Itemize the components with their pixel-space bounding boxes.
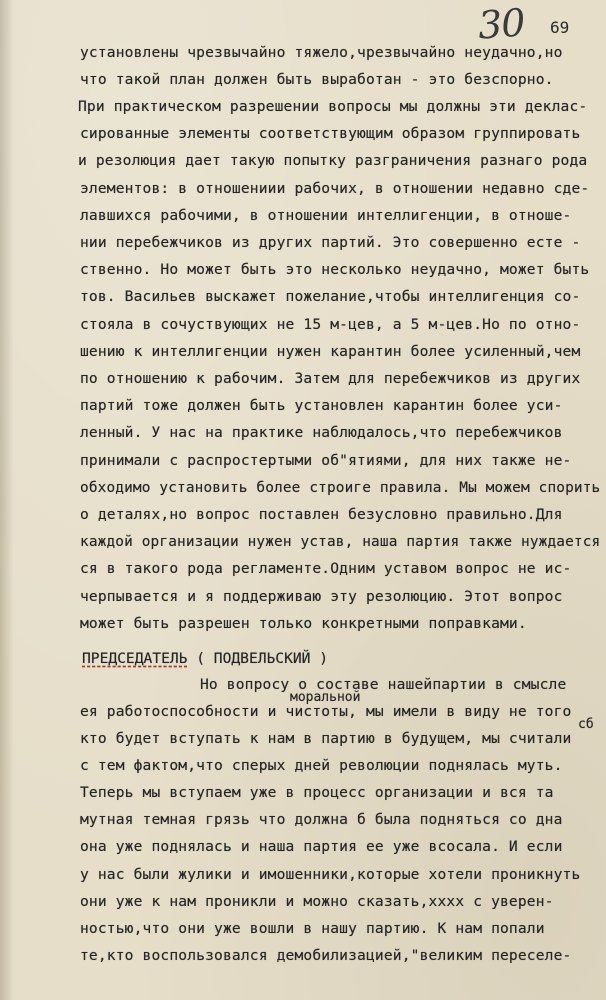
text-line: партий тоже должен быть установлен карантин более уси- [80,397,563,414]
text-line: с тем фактом,что сперых дней революции поднялась муть. [80,757,563,774]
text-line: принимали с распростертыми об"ятиями, для них также не- [80,452,572,469]
text-line: элементов: в отношениии рабочих, в отношении недавно сде- [80,180,590,197]
text-line: может быть разрешен только конкретными поправками. [80,615,527,632]
text-line: ленный. У нас на практике наблюдалось,что перебежчиков [80,424,563,441]
text-line: каждой организации нужен устав, наша партия также нуждается [80,533,601,550]
interlinear-insert: сб [578,717,594,732]
text-line: ностью,что они уже вошли в нашу партию. К нам попали [80,920,545,937]
text-line: что такой план должен быть выработан - это безспорно. [80,71,554,88]
text-line: у нас были жулики и имошенники,которые хотели проникнуть [80,866,581,883]
speaker-heading [82,650,328,668]
text-line: о деталях,но вопрос поставлен безусловно правильно.Для [80,506,563,523]
text-line: сированные элементы соответствующим образом группировать [80,125,581,142]
text-line: черпывается и я поддерживаю эту резолюцию. Этот вопрос [80,588,563,605]
text-line: Но вопросу о составе нашейпартии в смысле [200,676,567,693]
text-line: те,кто воспользовался демобилизацией,"великим переселе- [80,947,572,964]
text-line: стояла в сочуствующих не 15 м-цев, а 5 м-цев.Но по отно- [80,316,581,333]
text-line: ся в такого рода регламенте.Одним уставом вопрос не ис- [80,560,572,577]
text-line: она уже поднялась и наша партия ее уже всосала. И если [80,838,563,855]
text-line: нии перебежчиков из других партий. Это совершенно есте - [80,234,581,251]
text-line: ственно. Но может быть это несколько неудачно, может быть [80,261,590,278]
text-line: обходимо установить более строиге правила. Мы можем спорить [80,479,601,496]
text-line: ея работоспособности и чистоты, мы имели в виду не того [80,703,572,720]
text-line: тов. Васильев выскажет пожелание,чтобы интеллигенция со- [80,288,581,305]
text-line: мутная темная грязь что должна б была подняться со дна [80,811,563,828]
text-line: установлены чрезвычайно тяжело,чрезвычайно неудачно,но [80,44,563,61]
text-line: Теперь мы вступаем уже в процесс организации и вся та [80,784,554,801]
text-line: кто будет вступать к нам в партию в будущем, мы считали [80,730,572,747]
text-line: шению к интеллигенции нужен карантин более усиленный,чем [80,343,581,360]
text-line: по отношению к рабочим. Затем для перебежчиков из других [80,370,581,387]
text-line: и резолюция дает такую попытку разграничения разнаго рода [78,152,588,169]
interlinear-insert: моральной [290,690,361,705]
stamped-page-number: 69 [550,18,570,37]
text-line: лавшихся рабочими, в отношении интеллигенции, в отноше- [80,207,572,224]
speaker-name: ПРЕДСЕДАТЕЛЬ [82,650,188,667]
text-line: они уже к нам проникли и можно сказать,хххх с уверен- [80,893,554,910]
speaker-paren: ( ПОДВЕЛЬСКИЙ ) [196,650,329,667]
text-line: При практическом разрешении вопросы мы должны эти деклас- [78,98,588,115]
handwritten-page-number: 30 [476,0,526,48]
